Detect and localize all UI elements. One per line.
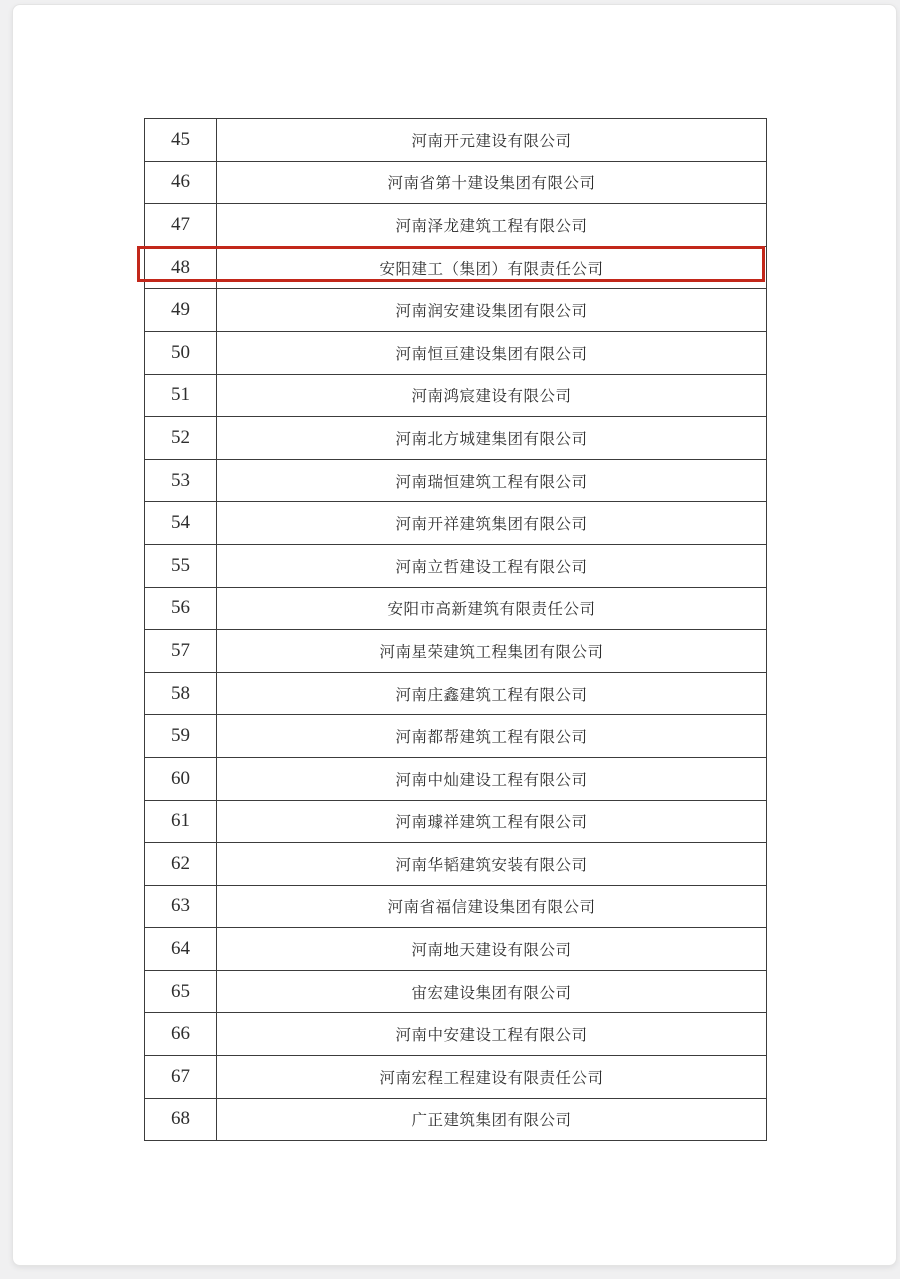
company-name: 河南开元建设有限公司 [217,119,767,162]
row-number: 63 [145,885,217,928]
company-name: 河南都帮建筑工程有限公司 [217,715,767,758]
row-number: 52 [145,417,217,460]
row-number: 67 [145,1056,217,1099]
table-row [145,544,767,587]
company-name: 安阳市高新建筑有限责任公司 [217,587,767,630]
company-name: 河南瑞恒建筑工程有限公司 [217,459,767,502]
company-name: 河南中灿建设工程有限公司 [217,757,767,800]
row-number: 46 [145,161,217,204]
company-name: 广正建筑集团有限公司 [217,1098,767,1141]
company-name: 河南鸿宸建设有限公司 [217,374,767,417]
row-number: 49 [145,289,217,332]
company-name: 河南恒亘建设集团有限公司 [217,331,767,374]
company-name: 河南宏程工程建设有限责任公司 [217,1056,767,1099]
table-row [145,502,767,545]
row-number: 58 [145,672,217,715]
table-row [145,757,767,800]
company-table [144,118,767,1141]
company-name: 河南庄鑫建筑工程有限公司 [217,672,767,715]
table-row [145,970,767,1013]
company-name: 河南华韬建筑安装有限公司 [217,843,767,886]
company-name: 宙宏建设集团有限公司 [217,970,767,1013]
company-name: 河南星荣建筑工程集团有限公司 [217,630,767,673]
company-name: 河南省第十建设集团有限公司 [217,161,767,204]
company-name: 安阳建工（集团）有限责任公司 [217,246,767,289]
table-row [145,246,767,289]
document-page [12,4,897,1266]
table-row [145,843,767,886]
company-name: 河南地天建设有限公司 [217,928,767,971]
company-name: 河南润安建设集团有限公司 [217,289,767,332]
table-row [145,1056,767,1099]
row-number: 47 [145,204,217,247]
table-row [145,928,767,971]
row-number: 56 [145,587,217,630]
row-number: 53 [145,459,217,502]
table-row [145,587,767,630]
row-number: 65 [145,970,217,1013]
row-number: 59 [145,715,217,758]
row-number: 66 [145,1013,217,1056]
table-row [145,161,767,204]
row-number: 51 [145,374,217,417]
row-number: 55 [145,544,217,587]
row-number: 50 [145,331,217,374]
table-row [145,1098,767,1141]
row-number: 68 [145,1098,217,1141]
table-row [145,1013,767,1056]
row-number: 48 [145,246,217,289]
table-row [145,800,767,843]
table-row [145,331,767,374]
company-name: 河南中安建设工程有限公司 [217,1013,767,1056]
company-name: 河南立哲建设工程有限公司 [217,544,767,587]
table-row [145,630,767,673]
table-row [145,672,767,715]
table-row [145,374,767,417]
table-row [145,204,767,247]
table-row [145,885,767,928]
table-row [145,289,767,332]
company-name: 河南泽龙建筑工程有限公司 [217,204,767,247]
row-number: 54 [145,502,217,545]
table-row [145,119,767,162]
row-number: 62 [145,843,217,886]
table-row [145,715,767,758]
row-number: 60 [145,757,217,800]
row-number: 61 [145,800,217,843]
row-number: 64 [145,928,217,971]
company-name: 河南璩祥建筑工程有限公司 [217,800,767,843]
table-row [145,417,767,460]
company-name: 河南省福信建设集团有限公司 [217,885,767,928]
row-number: 57 [145,630,217,673]
company-name: 河南北方城建集团有限公司 [217,417,767,460]
company-name: 河南开祥建筑集团有限公司 [217,502,767,545]
row-number: 45 [145,119,217,162]
table-row [145,459,767,502]
